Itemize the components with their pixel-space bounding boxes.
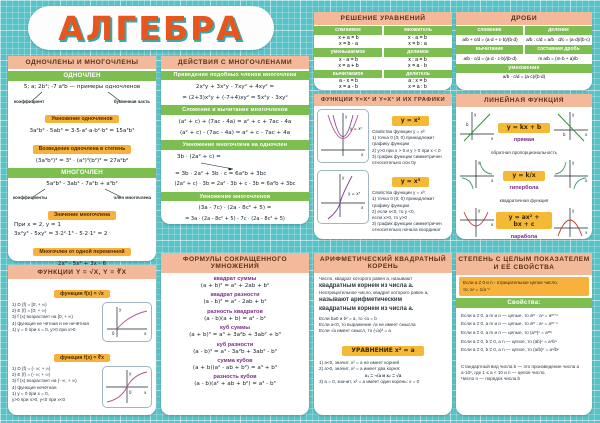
graphs-title: ФУНКЦИИ Y=X² И Y=X³ И ИХ ГРАФИКИ: [314, 94, 452, 106]
linear-name: гипербола: [509, 185, 539, 192]
power-note-1: Стандартный вид числа b — это произведение числа a: [461, 363, 580, 369]
cbrt-prop-2: 2) E (f) = (- ∞; + ∞): [12, 372, 51, 378]
eq-cell: x = a · b: [408, 62, 427, 69]
eq-cell: x = a - b: [339, 84, 358, 91]
sqrt-def-5: квадратным корнем из числа a.: [319, 305, 414, 312]
power-prop: Если a ≠ 0, a m и n — целые, то aᵐ : aⁿ = aᵐ⁻ⁿ: [461, 321, 558, 327]
card-arithmetic-sqrt: [314, 253, 452, 415]
graph-parabola-down: [552, 206, 590, 245]
svg-text:y = x²: y = x²: [350, 126, 363, 131]
label-polynomial-term: член многочлена: [113, 195, 151, 201]
sqrt-rule-1: Если b≥0 и b² = a, то √a = b: [319, 315, 377, 321]
label-coefficient: коэффициент: [14, 99, 45, 105]
eq-cell: a : x = b: [408, 78, 427, 85]
graphs-x2-prop-2: 2) y>0 при x > 0 и y > 0 при x < 0: [372, 147, 441, 153]
svg-text:y: y: [129, 371, 132, 376]
monomials-example: 5; a; 2b³; -7 a²b — примеры одночленов: [23, 83, 141, 90]
monomials-sub-polynomial: МНОГОЧЛЕН: [8, 168, 156, 178]
sqrt-prop-3: 3) f (x) возрастает на [0; + ∞): [12, 314, 73, 320]
formula-expr: (a + b)² = a² + 2ab + b²: [200, 283, 270, 289]
actions-add-2: (a² + c) - (7ac - 4a) = a² + c - 7ac + 4a: [179, 130, 290, 137]
power-prop: Если a ≠ 0, a m и n — целые, то (aᵐ)ⁿ = aᵐⁿ: [461, 329, 553, 335]
power-title: [456, 253, 592, 275]
eq-cell: a - x = b: [339, 78, 358, 85]
power-prop: Если a ≠ 0, a m и n — целые, то aᵐ · aⁿ = aᵐ⁺ⁿ: [461, 312, 559, 318]
graph-hyperbola-right: [552, 158, 590, 197]
eq-cell: x + a = b: [338, 34, 359, 41]
power-prop: Если a ≠ 0, b ≠ 0, a n — целое, то (a/b)ⁿ = aⁿ/bⁿ: [461, 347, 560, 353]
sqrt-def-4: называют арифметическим: [319, 297, 403, 304]
graphs-x3-prop-4: 3) график функции симметричен относительно начала координат: [372, 221, 442, 233]
power-note-2: a·10ⁿ, где 1 ≤ a < 10 и n — целое число.: [461, 370, 546, 376]
sqrt-def-3: Неотрицательное число, квадрат которого равен a,: [319, 290, 429, 296]
graphs-x2-prop-3: 3) график функции симметричен относительно оси 0y: [372, 153, 442, 165]
formula-expr: (a - b)(a + b) = a² - b²: [204, 315, 266, 322]
formula-item: [161, 374, 309, 388]
svg-text:x: x: [491, 178, 494, 184]
tag-polynomial-value: Значение многочлена: [48, 211, 116, 219]
graph-hyperbola-left: [458, 158, 496, 197]
actions-like-2: = (2+3)x²y + (-7+4)xy² = 5x²y - 3xy²: [182, 95, 288, 102]
svg-text:x: x: [361, 205, 364, 211]
eq-cell: x : a = b: [408, 56, 427, 63]
tag-linear-equation: y = kx + b: [498, 123, 550, 133]
eq-cell: x = b : a: [408, 40, 427, 47]
fraction-op-expr: a/b : c/d = a/b · d/c = (a·d)/(b·c): [526, 36, 590, 42]
graphs-x3-prop-2: 2) если x<0, то y <0,: [372, 208, 415, 214]
tag-function-sqrt: функция f(x) = √x: [54, 290, 110, 298]
polynomial-value-line2: 3x²y³ - 5xy² = 3·2²·1³ - 5·2·1² = 2: [14, 230, 108, 237]
eq-head-left: вычитаемое: [314, 70, 382, 79]
tag-y-equals-x3: y = x³: [392, 177, 430, 187]
linear-title: ЛИНЕЙНАЯ ФУНКЦИЯ: [456, 94, 592, 107]
poster-title-text: АЛГЕБРА: [58, 8, 244, 48]
label-coefficients: коэффициенты: [13, 195, 47, 201]
svg-text:y: y: [478, 208, 481, 214]
formula-name: сумма кубов: [217, 357, 253, 364]
formula-name: квадрат разности: [210, 292, 260, 299]
fraction-op-expr: a/b · c/d = (a·c)/(b·d): [502, 73, 546, 79]
svg-text:b: b: [466, 122, 469, 127]
svg-text:y: y: [572, 208, 575, 214]
eq-head-right: делитель: [384, 70, 452, 79]
card-monomials: [8, 56, 156, 261]
sqrt-def-2: квадратным корнем из числа a.: [319, 283, 414, 290]
tag-hyperbola-equation: y = k/x: [503, 171, 544, 181]
card-fractions: [456, 12, 592, 90]
actions-sub-poly: Умножение многочленов: [161, 192, 309, 201]
formula-expr: (a - b)³ = a³ - 3a²b + 3ab² - b³: [193, 348, 277, 355]
linear-caption-0: обратная пропорциональность: [490, 150, 558, 155]
svg-text:x: x: [491, 222, 494, 228]
card-formulas: [161, 253, 309, 415]
formula-name: куб разности: [216, 341, 254, 348]
cbrt-prop-4: 4) функция нечётная: [12, 384, 57, 390]
tag-y-equals-x2: y = x²: [392, 116, 430, 126]
linear-name: прямая: [513, 137, 535, 143]
graphs-x2-head: Свойства функции y = x²:: [372, 129, 426, 134]
graphs-x3-head: Свойства функции y = x³:: [372, 190, 426, 196]
svg-text:0: 0: [112, 331, 115, 336]
svg-text:y: y: [342, 175, 345, 181]
actions-mono-3: (2a² + c) · 3b = 2a² · 3b + c · 3b = 6a²b + 3bc: [174, 181, 296, 188]
formula-item: [161, 342, 309, 356]
sqrt-prop-4: 4) функция не чётная и не нечётная: [12, 320, 89, 326]
actions-sub-mono: Умножение многочлена на одночлен: [161, 140, 309, 149]
actions-add-1: (a² + c) + (7ac - 4a) = a² + c + 7ac - 4a: [178, 118, 292, 125]
power-title-line1: СТЕПЕНЬ С ЦЕЛЫМ ПОКАЗАТЕЛЕМ: [458, 256, 590, 263]
card-power: [456, 253, 592, 415]
tag-multiply-monomials: Умножение одночленов: [45, 115, 118, 123]
sqrt-prop-1: 1) D (f) = [0; + ∞): [12, 302, 47, 307]
tag-one-variable: Многочлен от одной переменной: [33, 248, 130, 256]
linear-name: парабола: [510, 233, 538, 240]
svg-text:x: x: [585, 230, 588, 236]
card-sqrt-functions: [8, 265, 156, 415]
eq-head-left: слагаемое: [314, 26, 382, 35]
fraction-op-head: составная дробь: [525, 45, 592, 54]
graphs-x3-prop-3: если x>0, то y>0: [372, 214, 407, 220]
sqrt-def-1: Число, квадрат которого равен a, называют: [319, 276, 413, 281]
graph-cbrt-svg: [103, 367, 151, 407]
graph-line-positive-svg: [458, 110, 496, 144]
eq-cell: x = a + b: [338, 62, 359, 69]
sqrt-rule-3: Если √a имеет смысл, то (√a)² = a: [319, 328, 391, 334]
cbrt-prop-3: 3) f (x) возрастает на (- ∞; + ∞): [12, 378, 77, 384]
eq-cell: x · a = b: [408, 34, 427, 41]
svg-text:y: y: [345, 114, 348, 119]
card-equations: [314, 12, 452, 90]
eq-polynomial: 5a²b³ - 3ab⁴ - 7a²b + a³b²: [46, 181, 118, 188]
actions-sub-like: Приведение подобных членов многочлена: [161, 71, 309, 80]
linear-caption-1: квадратичная функция: [499, 198, 549, 204]
eq-head-right: множитель: [384, 26, 452, 35]
graph-hyperbola-right-svg: [552, 158, 590, 192]
svg-text:b: b: [563, 132, 566, 137]
formula-expr: (a + b)³ = a³ + 3a²b + 3ab² + b³: [189, 332, 281, 339]
actions-title: ДЕЙСТВИЯ С МНОГОЧЛЕНАМИ: [161, 56, 309, 69]
svg-text:y = x³: y = x³: [348, 191, 361, 197]
fraction-op-expr: m a/b = (m·b + a)/b: [538, 55, 578, 61]
formula-expr: (a - b)(a² + ab + b²) = a³ - b³: [194, 381, 276, 388]
sqrt-eq-rule-1: 1) a<0, значит, x² = a не имеет корней: [319, 360, 400, 366]
svg-text:x: x: [491, 136, 494, 141]
actions-poly-2: = 3a · (2a - 8c² + 5) - 7c · (2a - 8c² + 5): [185, 215, 285, 222]
polynomial-value-line1: При x = 2, y = 1: [14, 222, 61, 229]
monomials-title: ОДНОЧЛЕНЫ И МНОГОЧЛЕНЫ: [8, 56, 156, 69]
formula-name: разность кубов: [213, 374, 257, 381]
formula-item: [161, 276, 309, 290]
actions-poly-1: (3a - 7c) · (2a - 8c² + 5) =: [198, 205, 272, 212]
power-rule-line2: то: aⁿ = 1/a⁻ⁿ: [463, 286, 491, 292]
fraction-op-expr: a/b - c/d = (a·d - c·b)/(b·d): [463, 55, 517, 61]
svg-text:y: y: [572, 112, 575, 117]
sqrt-rule-2: Если a<0, то выражение √a не имеет смысла: [319, 321, 416, 327]
actions-mono-2: = 3b · 2a² + 3b · c = 6a²b + 3bc: [175, 171, 267, 178]
graph-line-positive: [458, 110, 496, 149]
graph-cbrt: [102, 366, 152, 408]
fraction-op-head: сложение: [456, 26, 523, 35]
fraction-op-head: умножение: [456, 64, 592, 73]
actions-mono-1: 3b · (2a² + c) =: [177, 153, 221, 160]
svg-text:x: x: [361, 152, 364, 157]
cbrt-prop-6: y>0 при x>0, y<0 при x<0: [12, 396, 66, 402]
graph-sqrt-svg: [103, 303, 151, 341]
power-rule-box: [459, 277, 589, 295]
graph-line-negative-svg: [552, 110, 590, 144]
graph-parabola-down-svg: [552, 206, 590, 240]
fraction-op-head: деление: [525, 26, 592, 35]
monomials-sub-monomial: ОДНОЧЛЕН: [8, 71, 156, 81]
svg-text:x: x: [144, 390, 147, 395]
actions-sub-addsub: Сложение и вычитание многочленов: [161, 105, 309, 114]
formula-name: разность квадратов: [207, 308, 263, 315]
svg-text:x: x: [585, 178, 588, 184]
svg-text:y: y: [474, 112, 477, 117]
eq-head-right: делимое: [384, 48, 452, 57]
graph-parabola-x2: [317, 109, 369, 163]
tag-equation-x2-equals-a: УРАВНЕНИЕ x² = a: [342, 346, 423, 356]
sqrt-prop-5: 1) y = 0 при x = 0, y>0 при x>0: [12, 326, 76, 332]
formula-name: квадрат суммы: [213, 276, 257, 282]
formula-item: [161, 309, 309, 323]
power-props-head: Свойства:: [456, 298, 592, 308]
sqrt-prop-2: 2) E (f) = [0; + ∞): [12, 308, 47, 314]
power-note-3: Число n — порядок числа b: [461, 376, 521, 382]
fraction-op-expr: a/b + c/d = (a·d + c·b)/(b·d): [462, 36, 518, 42]
graph-cubic-x3-svg: [318, 171, 368, 223]
cbrt-prop-5: 1) y = 0 при x = 0,: [12, 390, 49, 396]
power-rule-line1: Если a ≠ 0 и n - отрицательное целое число,: [463, 280, 558, 286]
graph-parabola-x2-svg: [318, 110, 368, 162]
fraction-op-head: вычитание: [456, 45, 523, 54]
formula-item: [161, 358, 309, 372]
formula-expr: (a - b)² = a² - 2ab + b²: [203, 299, 267, 306]
arrow-distribute: [161, 161, 309, 170]
formulas-title: ФОРМУЛЫ СОКРАЩЕННОГО УМНОЖЕНИЯ: [161, 253, 309, 273]
eq-cell: x = b - a: [339, 40, 358, 47]
svg-text:0: 0: [129, 390, 132, 395]
sqrt-eq-rule-4: 3) a = 0, значит, x² = a имеет один корень: x = 0: [319, 378, 420, 384]
formula-name: куб суммы: [219, 325, 251, 332]
tag-parabola-equation: y = ax² + bx + c: [496, 212, 552, 229]
label-letter-part: буквенная часть: [113, 99, 150, 105]
graph-cubic-x3: [317, 170, 369, 224]
equations-title: РЕШЕНИЕ УРАВНЕНИЙ: [314, 12, 452, 25]
actions-like-1: 2x²y + 3x²y - 7xy² + 4xy² =: [195, 83, 275, 90]
tag-power-monomial: Возведение одночлена в степень: [33, 145, 132, 153]
graph-parabola-up: [458, 206, 496, 245]
graphs-x3-prop-1: 1) точка 0 (0; 0) принадлежит графику функции: [372, 196, 435, 208]
graph-sqrt: [102, 302, 152, 342]
card-actions: [161, 56, 309, 224]
card-graphs: [314, 94, 452, 239]
svg-text:y: y: [119, 307, 122, 312]
sqrt-title: АРИФМЕТИЧЕСКИЙ КВАДРАТНЫЙ КОРЕНЬ: [314, 253, 452, 273]
sqrt-eq-rule-3: x₁ = -√a и x₂ = √a: [364, 372, 402, 378]
sqrt-eq-rule-2: 2) a>0, значит, x² = a имеет два корня:: [319, 366, 401, 372]
power-title-line2: И ЕЁ СВОЙСТВА: [493, 264, 555, 272]
formula-item: [161, 292, 309, 306]
svg-text:x: x: [585, 132, 588, 137]
graphs-x2-prop-1: 1) точка 0 (0; 0) принадлежит графику функции: [372, 135, 435, 147]
power-prop: Если a ≠ 0, b ≠ 0, a n — целое, то (ab)ⁿ = aⁿbⁿ: [461, 338, 557, 344]
svg-text:y: y: [572, 160, 575, 166]
eq-multiply-monomials: 3a²b² · 5ab³ = 3·5·a²·a·b²·b³ = 15a³b⁵: [29, 128, 135, 135]
formula-expr: (a + b)(a² - ab + b²) = a³ + b³: [192, 364, 278, 371]
poster-title: [28, 6, 274, 50]
eq-head-left: уменьшаемое: [314, 48, 382, 57]
eq-power-monomial: (3a³b²)³ = 3³ · (a³)³(b²)³ = 27a⁹b⁶: [35, 158, 129, 165]
graph-line-negative: [552, 110, 590, 149]
formula-item: [161, 325, 309, 339]
graph-hyperbola-left-svg: [458, 158, 496, 192]
fractions-title: ДРОБИ: [456, 12, 592, 25]
eq-cell: x - a = b: [339, 56, 358, 63]
graph-parabola-up-svg: [458, 206, 496, 240]
sqrt-functions-title: ФУНКЦИИ Y = √X, Y = ∛X: [8, 265, 156, 279]
eq-cell: x = a : b: [408, 84, 427, 91]
svg-text:x: x: [144, 331, 147, 336]
tag-function-cbrt: функция f(x) = ∛x: [54, 354, 110, 362]
cbrt-prop-1: 1) D (f) = (- ∞; + ∞): [12, 366, 51, 371]
svg-text:y: y: [478, 160, 481, 166]
card-linear-function: [456, 94, 592, 239]
